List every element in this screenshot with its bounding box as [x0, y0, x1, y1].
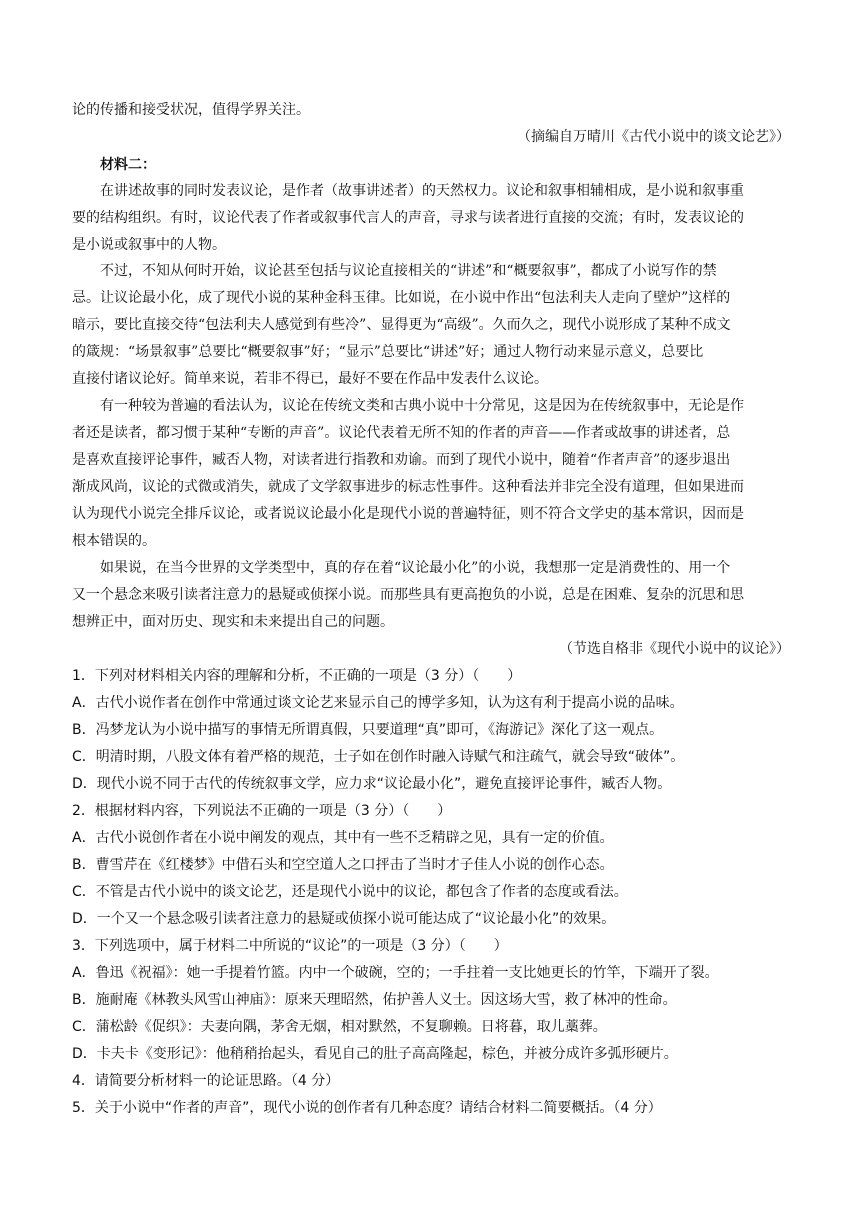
paragraph-line: 是小说或叙事中的人物。: [72, 237, 226, 253]
question-stem: 2．根据材料内容，下列说法不正确的一项是（3 分）（ ）: [72, 803, 452, 819]
section-heading: 材料二：: [100, 157, 156, 173]
paragraph-line: 暗示，要比直接交待“包法利夫人感觉到有些冷”、显得更为“高级”。久而久之，现代小说形成了某种不成文: [72, 317, 731, 333]
source-citation: （摘编自万晴川《古代小说中的谈文论艺》）: [517, 129, 790, 145]
answer-option: B．冯梦龙认为小说中描写的事情无所谓真假，只要道理“真”即可，《海游记》深化了这一观点。: [72, 722, 664, 738]
paragraph-line: 忌。让议论最小化，成了现代小说的某种金科玉律。比如说，在小说中作出“包法利夫人走向了壁炉”这样的: [72, 290, 731, 306]
answer-option: C．不管是古代小说中的谈文论艺，还是现代小说中的议论，都包含了作者的态度或看法。: [72, 884, 628, 900]
paragraph-line: 不过，不知从何时开始，议论甚至包括与议论直接相关的“讲述”和“概要叙事”，都成了小说写作的禁: [100, 263, 717, 279]
answer-option: C．蒲松龄《促织》：夫妻向隅，茅舍无烟，相对默然，不复聊赖。日将暮，取儿藁葬。: [72, 1019, 607, 1035]
paragraph-line: 认为现代小说完全排斥议论，或者说议论最小化是现代小说的普遍特征，则不符合文学史的基本常识，因而是: [72, 506, 744, 522]
paragraph-line: 如果说，在当今世界的文学类型中，真的存在着“议论最小化”的小说，我想那一定是消费性的、用一个: [100, 560, 731, 576]
source-citation: （节选自格非《现代小说中的议论》）: [559, 641, 790, 657]
question-stem: 3．下列选项中，属于材料二中所说的“议论”的一项是（3 分）（ ）: [72, 938, 508, 954]
paragraph-line: 又一个悬念来吸引读者注意力的悬疑或侦探小说。而那些具有更高抱负的小说，总是在困难、复杂的沉思和思: [72, 587, 744, 603]
question-stem: 1．下列对材料相关内容的理解和分析，不正确的一项是（3 分）（ ）: [72, 668, 522, 684]
paragraph-line: 根本错误的。: [72, 533, 156, 549]
paragraph-line: 是喜欢直接评论事件，臧否人物，对读者进行指教和劝谕。而到了现代小说中，随着“作者声音”的逐步退出: [72, 452, 731, 468]
paragraph-line: 有一种较为普遍的看法认为，议论在传统文类和古典小说中十分常见，这是因为在传统叙事中，无论是作: [100, 398, 744, 414]
paragraph-line: 者还是读者，都习惯于某种“专断的声音”。议论代表着无所不知的作者的声音——作者或故事的讲述者，总: [72, 425, 731, 441]
answer-option: D．卡夫卡《变形记》：他稍稍抬起头，看见自己的肚子高高隆起，棕色，并被分成许多弧形硬片。: [72, 1046, 678, 1062]
answer-option: B．曹雪芹在《红楼梦》中借石头和空空道人之口抨击了当时才子佳人小说的创作心态。: [72, 857, 614, 873]
paragraph-line: 渐成风尚，议论的式微或消失，就成了文学叙事进步的标志性事件。这种看法并非完全没有道理，但如果进而: [72, 479, 744, 495]
answer-option: D．一个又一个悬念吸引读者注意力的悬疑或侦探小说可能达成了“议论最小化”的效果。: [72, 911, 616, 927]
answer-option: A．古代小说创作者在小说中阐发的观点，其中有一些不乏精辟之见，具有一定的价值。: [72, 830, 614, 846]
answer-option: D．现代小说不同于古代的传统叙事文学，应力求“议论最小化”，避免直接评论事件，臧否人物。: [72, 776, 672, 792]
paragraph-line: 的箴规：“场景叙事”总要比“概要叙事”好；“显示”总要比“讲述”好；通过人物行动来显示意义，总要比: [72, 344, 704, 360]
answer-option: C．明清时期，八股文体有着严格的规范，士子如在创作时融入诗赋气和注疏气，就会导致“破体”。: [72, 749, 685, 765]
answer-option: B．施耐庵《林教头风雪山神庙》：原来天理昭然，佑护善人义士。因这场大雪，救了林冲的性命。: [72, 992, 677, 1008]
paragraph-line: 直接付诸议论好。简单来说，若非不得已，最好不要在作品中发表什么议论。: [72, 371, 548, 387]
paragraph-line: 论的传播和接受状况，值得学界关注。: [72, 102, 310, 118]
paragraph-line: 要的结构组织。有时，议论代表了作者或叙事代言人的声音，寻求与读者进行直接的交流；有时，发表议论的: [72, 210, 744, 226]
answer-option: A．古代小说作者在创作中常通过谈文论艺来显示自己的博学多知，认为这有利于提高小说的品味。: [72, 695, 684, 711]
answer-option: A．鲁迅《祝福》：她一手提着竹篮。内中一个破碗，空的；一手拄着一支比她更长的竹竿，下端开了裂。: [72, 965, 719, 981]
question-stem: 5．关于小说中“作者的声音”，现代小说的创作者有几种态度？请结合材料二简要概括。（4 分）: [72, 1100, 662, 1116]
question-stem: 4．请简要分析材料一的论证思路。（4 分）: [72, 1073, 340, 1089]
paragraph-line: 在讲述故事的同时发表议论，是作者（故事讲述者）的天然权力。议论和叙事相辅相成，是小说和叙事重: [100, 183, 744, 199]
paragraph-line: 想辨正中，面对历史、现实和未来提出自己的问题。: [72, 614, 394, 630]
